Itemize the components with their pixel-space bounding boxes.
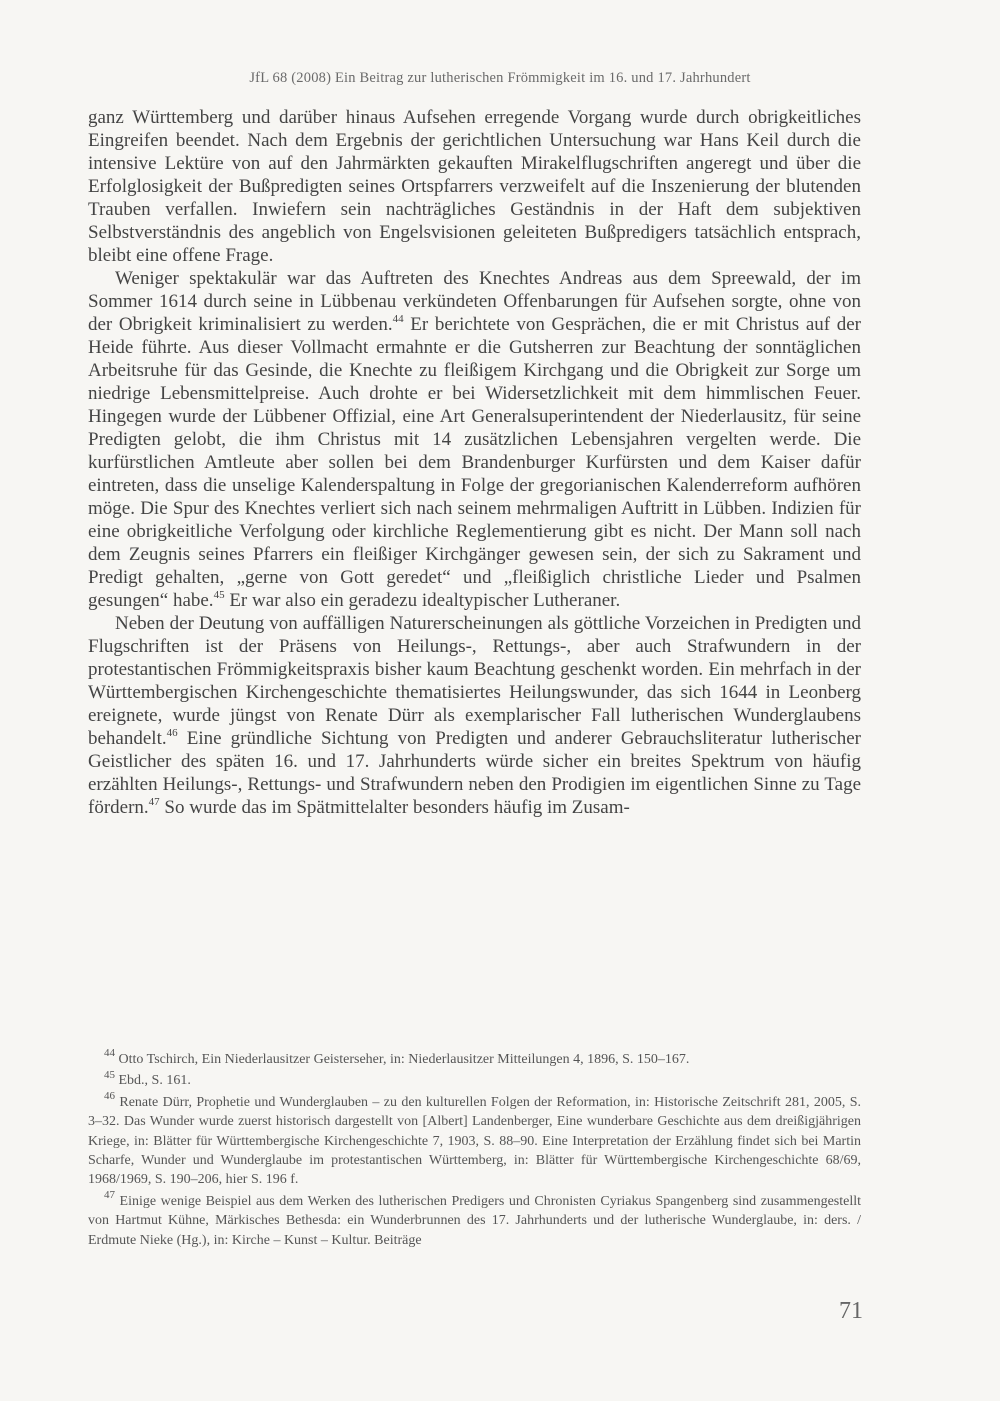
footnote-number: 45 [104, 1068, 115, 1081]
paragraph-3 [88, 612, 861, 819]
footnote-text: Renate Dürr, Prophetie und Wunderglauben – zu den kulturellen Folgen der Reformation, in: Historische Zeitschrift 281, 2005, S. 3–32. Das Wunder wurde zuerst historisch dargestellt von [Albert] Landenberger, Eine wunderbare Geschichte aus dem dreißigjährigen Kriege, in: Blätter für Württembergische Kirchengeschichte 7, 1903, S. 88–90. Eine Interpretation der Erzählung findet sich bei Martin Scharfe, Wunder und Wunderglaube im protestantischen Württemberg, in: Blätter für Württembergische Kirchengeschichte 68/69, 1968/1969, S. 190–206, hier S. 196 f. [88, 1094, 861, 1188]
body-text [88, 106, 861, 819]
paragraph-text: ganz Württemberg und darüber hinaus Aufsehen erregende Vorgang wurde durch obrigkeitliches Eingreifen beendet. Nach dem Ergebnis der gerichtlichen Untersuchung war Hans Keil durch die intensive Lektüre von auf den Jahrmärkten gekauften Mirakelflugschriften angeregt und über die Erfolglosigkeit der Bußpredigten seines Ortspfarrers verzweifelt auf die Inszenierung der blutenden Trauben verfallen. Inwiefern sein nachträgliches Geständnis in der Haft dem subjektiven Selbstverständnis des angeblich von Engelsvisionen geleiteten Bußpredigers tatsächlich entsprach, bleibt eine offene Frage. [88, 107, 861, 266]
footnote-ref[interactable]: 47 [148, 795, 160, 808]
footnotes [88, 1047, 861, 1252]
footnote-ref[interactable]: 45 [213, 588, 225, 601]
footnote-44 [88, 1047, 861, 1069]
footnote-47 [88, 1189, 861, 1250]
footnote-ref[interactable]: 46 [166, 726, 178, 739]
footnote-46 [88, 1090, 861, 1190]
footnote-number: 47 [104, 1189, 115, 1202]
paragraph-text: So wurde das im Spätmittelalter besonders häufig im Zusam- [159, 797, 630, 818]
paragraph-text: Er berichtete von Gesprächen, die er mit Christus auf der Heide führte. Aus dieser Vollmacht ermahnte er die Gutsherren zur Beachtung der sonntäglichen Arbeitsruhe für das Gesinde, die Knechte zu fleißigem Kirchgang und die Obrigkeit zur Sorge um niedrige Lebensmittelpreise. Auch drohte er bei Widersetzlichkeit mit dem himmlischen Feuer. Hingegen wurde der Lübbener Offizial, eine Art Generalsuperintendent der Niederlausitz, für seine Predigten gelobt, die ihm Christus mit 14 zusätzlichen Lebensjahren vergelten werde. Die kurfürstlichen Amtleute aber sollen bei dem Brandenburger Kurfürsten und dem Kaiser dafür eintreten, dass die unselige Kalenderspaltung in Folge der gregorianischen Kalenderreform aufhören möge. Die Spur des Knechtes verliert sich nach seinem mehrmaligen Auftritt in Lübben. Indizien für eine obrigkeitliche Verfolgung oder kirchliche Reglementierung gibt es nicht. Der Mann soll nach dem Zeugnis seines Pfarrers ein fleißiger Kirchgänger gewesen sein, der sich zu Sakrament und Predigt gehalten, „gerne von Gott geredet“ und „fleißiglich christliche Lieder und Psalmen gesungen“ habe. [88, 314, 861, 611]
paragraph-2 [88, 267, 861, 612]
footnote-number: 46 [104, 1090, 115, 1103]
paragraph-text: Weniger spektakulär war das Auftreten des Knechtes Andreas aus dem Spreewald, der im Sommer 1614 durch seine in Lübbenau verkündeten Offenbarungen für Aufsehen sorgte, ohne von der Obrigkeit kriminalisiert zu werden. [88, 268, 861, 335]
footnote-45 [88, 1068, 861, 1090]
footnote-ref[interactable]: 44 [392, 312, 404, 325]
paragraph-text: Er war also ein geradezu idealtypischer Lutheraner. [224, 590, 621, 611]
paragraph-text: Neben der Deutung von auffälligen Naturerscheinungen als göttliche Vorzeichen in Predigten und Flugschriften ist der Präsens von Heilungs-, Rettungs-, aber auch Strafwundern in der protestantischen Frömmigkeitspraxis bisher kaum Beachtung geschenkt worden. Ein mehrfach in der Württembergischen Kirchengeschichte thematisiertes Heilungswunder, das sich 1644 in Leonberg ereignete, wurde jüngst von Renate Dürr als exemplarischer Fall lutherischen Wunderglaubens behandelt. [88, 613, 861, 749]
page-number: 71 [839, 1298, 863, 1324]
paragraph-text: Eine gründliche Sichtung von Predigten und anderer Gebrauchsliteratur lutherischer Geistlicher des späten 16. und 17. Jahrhunderts würde sicher ein breites Spektrum von häufig erzählten Heilungs-, Rettungs- und Strafwundern neben den Prodigien im eigentlichen Sinne zu Tage fördern. [88, 728, 861, 818]
footnote-text: Einige wenige Beispiel aus dem Werken des lutherischen Predigers und Chronisten Cyriakus Spangenberg sind zusammengestellt von Hartmut Kühne, Märkisches Bethesda: ein Wunderbrunnen des 17. Jahrhunderts und der lutherische Wunderglaube, in: ders. / Erdmute Nieke (Hg.), in: Kirche – Kunst – Kultur. Beiträge [88, 1193, 861, 1248]
footnote-text: Ebd., S. 161. [115, 1073, 191, 1089]
footnote-text: Otto Tschirch, Ein Niederlausitzer Geisterseher, in: Niederlausitzer Mitteilungen 4, 1896, S. 150–167. [115, 1052, 690, 1067]
running-head: JfL 68 (2008) Ein Beitrag zur lutherischen Frömmigkeit im 16. und 17. Jahrhundert [249, 70, 751, 86]
paragraph-1 [88, 106, 861, 267]
footnote-number: 44 [104, 1047, 115, 1060]
